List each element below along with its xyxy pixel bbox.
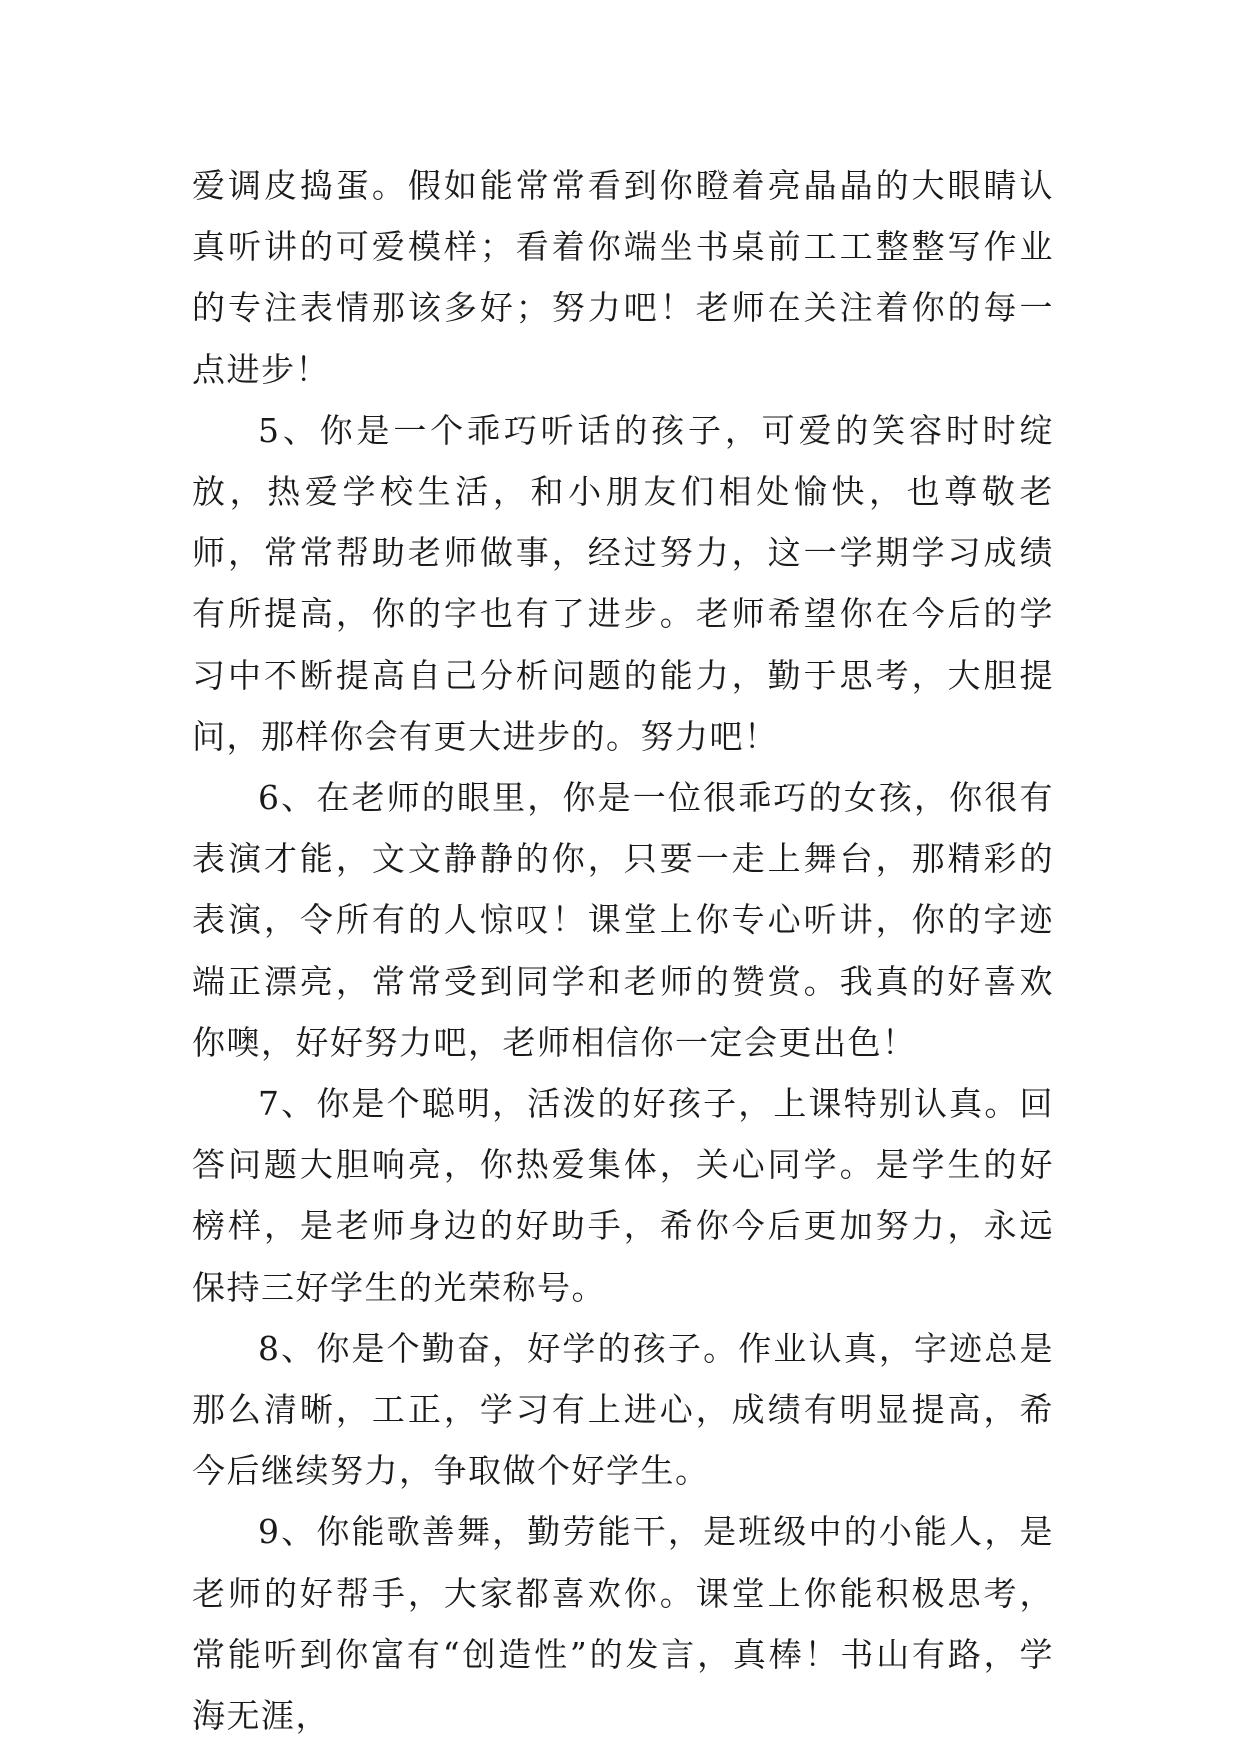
paragraph-comment-8: 8、你是个勤奋，好学的孩子。作业认真，字迹总是那么清晰，工正，学习有上进心，成绩有明显提高，希今后继续努力，争取做个好学生。 [192,1328,1054,1491]
paragraph-comment-7: 7、你是个聪明，活泼的好孩子，上课特别认真。回答问题大胆响亮，你热爱集体，关心同学。是学生的好榜样，是老师身边的好助手，希你今后更加努力，永远保持三好学生的光荣称号。 [192,1084,1054,1307]
body-text [192,155,1054,1746]
paragraph-comment-5: 5、你是一个乖巧听话的孩子，可爱的笑容时时绽放，热爱学校生活，和小朋友们相处愉快，也尊敬老师，常常帮助老师做事，经过努力，这一学期学习成绩有所提高，你的字也有了进步。老师希望你在今后的学习中不断提高自己分析问题的能力，勤于思考，大胆提问，那样你会有更大进步的。努力吧！ [192,410,1054,756]
paragraph-comment-9: 9、你能歌善舞，勤劳能干，是班级中的小能人，是老师的好帮手，大家都喜欢你。课堂上你能积极思考，常能听到你富有“创造性”的发言，真棒！书山有路，学海无涯， [192,1512,1054,1736]
paragraph-continuation: 爱调皮捣蛋。假如能常常看到你瞪着亮晶晶的大眼睛认真听讲的可爱模样；看着你端坐书桌前工工整整写作业的专注表情那该多好；努力吧！老师在关注着你的每一点进步！ [192,166,1054,389]
paragraph-comment-6: 6、在老师的眼里，你是一位很乖巧的女孩，你很有表演才能，文文静静的你，只要一走上舞台，那精彩的表演，令所有的人惊叹！课堂上你专心听讲，你的字迹端正漂亮，常常受到同学和老师的赞赏。我真的好喜欢你噢，好好努力吧，老师相信你一定会更出色！ [192,778,1054,1062]
